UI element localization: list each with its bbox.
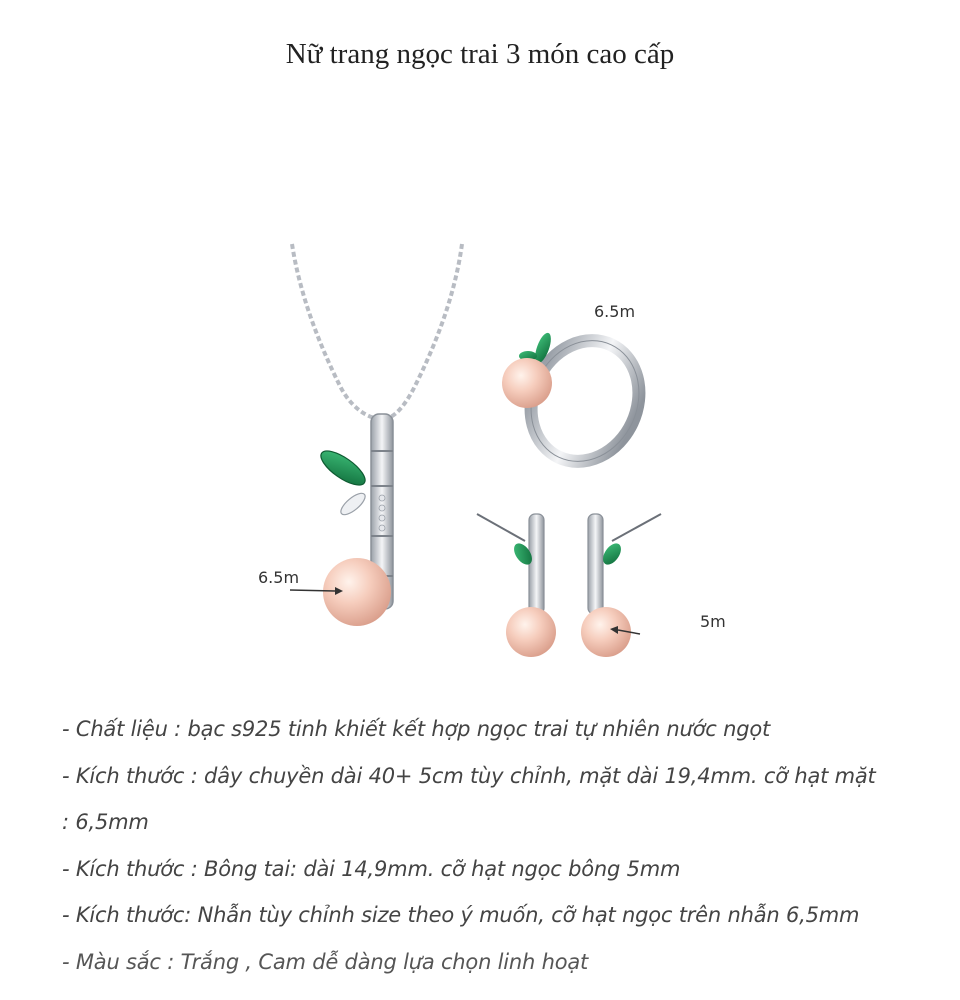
necklace-pearl-size-label: 6.5m: [258, 568, 300, 587]
product-spec-list: [62, 706, 882, 985]
spec-earring-size: - Kích thước : Bông tai: dài 14,9mm. cỡ hạt ngọc bông 5mm: [62, 856, 681, 881]
spec-color: - Màu sắc : Trắng , Cam dễ dàng lựa chọn linh hoạt: [62, 949, 589, 974]
necklace-pendant: [290, 414, 393, 626]
earring-pearl-size-label: 5m: [700, 612, 726, 631]
jewelry-illustration: [240, 236, 760, 666]
spec-necklace-size: - Kích thước : dây chuyền dài 40+ 5cm tùy chỉnh, mặt dài 19,4mm. cỡ hạt mặt : 6,5mm: [62, 763, 876, 834]
ring-pearl-size-label: 6.5m: [594, 302, 636, 321]
ring: [502, 323, 658, 479]
spec-ring-size: - Kích thước: Nhẫn tùy chỉnh size theo ý muốn, cỡ hạt ngọc trên nhẫn 6,5mm: [62, 903, 860, 927]
earring-left: [477, 514, 556, 657]
spec-material: - Chất liệu : bạc s925 tinh khiết kết hợp ngọc trai tự nhiên nước ngọt: [62, 717, 771, 741]
necklace-chain: [292, 244, 462, 418]
earring-right: [581, 514, 661, 657]
jewelry-product-image: [240, 236, 760, 666]
page-title: Nữ trang ngọc trai 3 món cao cấp: [285, 38, 675, 70]
